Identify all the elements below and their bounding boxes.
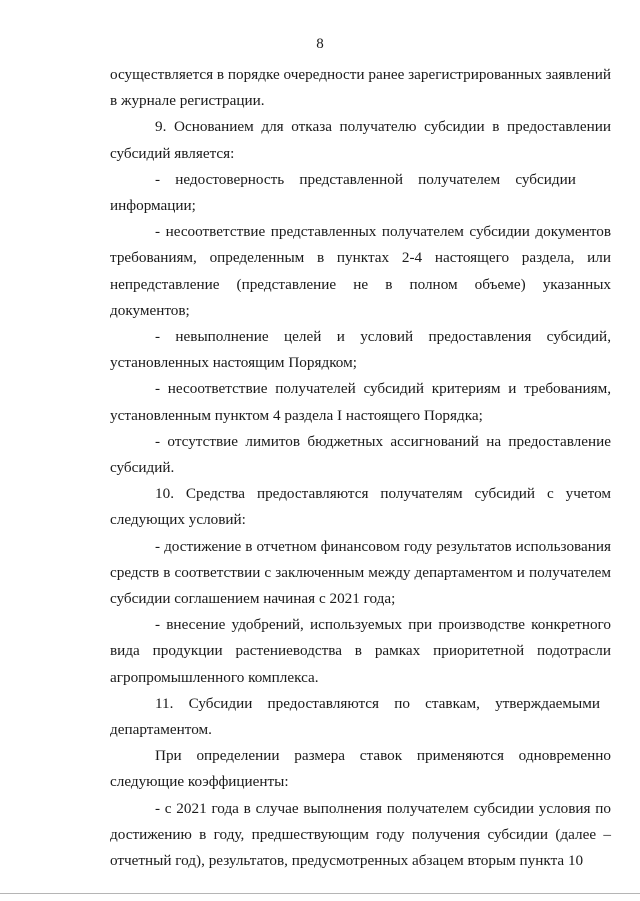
paragraph-item-10: 10. Средства предоставляются получателям субсидий с учетом следующих условий: xyxy=(110,485,611,529)
list-item-criteria-mismatch: - несоответствие получателей субсидий критериям и требованиям, установленным пунктом 4 раздела I настоящего Порядка; xyxy=(110,380,611,424)
list-item-fertilizer-application: - внесение удобрений, используемых при производстве конкретного вида продукции растениеводства в рамках приоритетной подотрасли агропромышленного комплекса. xyxy=(110,616,611,686)
list-item-2021-coefficient: - с 2021 года в случае выполнения получателем субсидии условия по достижению в году, предшествующим году получения субсидии (далее – отчетный год), результатов, предусмотренных абзацем вторым пункта 10 xyxy=(110,799,611,870)
list-item-document-mismatch: - несоответствие представленных получателем субсидии документов требованиям, определенным в пунктах 2-4 настоящего раздела, или непредставление (представление не в полном объеме) указанных документов; xyxy=(110,223,611,319)
list-item-false-information: - недостоверность представленной получателем субсидии информации; xyxy=(110,170,576,215)
list-item-goals-not-met: - невыполнение целей и условий предоставления субсидий, установленных настоящим Порядком; xyxy=(110,328,611,372)
page-bottom-edge xyxy=(0,893,640,894)
paragraph-rate-coefficients: При определении размера ставок применяются одновременно следующие коэффициенты: xyxy=(110,747,611,791)
document-body xyxy=(110,62,611,874)
list-item-results-achievement: - достижение в отчетном финансовом году результатов использования средств в соответствии с заключенным между департаментом и получателем субсидии соглашением начиная с 2021 года; xyxy=(110,537,611,608)
paragraph-continuation: осуществляется в порядке очередности ранее зарегистрированных заявлений в журнале регистрации. xyxy=(110,66,611,110)
list-item-no-budget-limits: - отсутствие лимитов бюджетных ассигнований на предоставление субсидий. xyxy=(110,432,611,477)
paragraph-item-11: 11. Субсидии предоставляются по ставкам, утверждаемыми департаментом. xyxy=(110,694,600,739)
paragraph-item-9: 9. Основанием для отказа получателю субсидии в предоставлении субсидий является: xyxy=(110,118,611,162)
page-number: 8 xyxy=(316,36,324,52)
